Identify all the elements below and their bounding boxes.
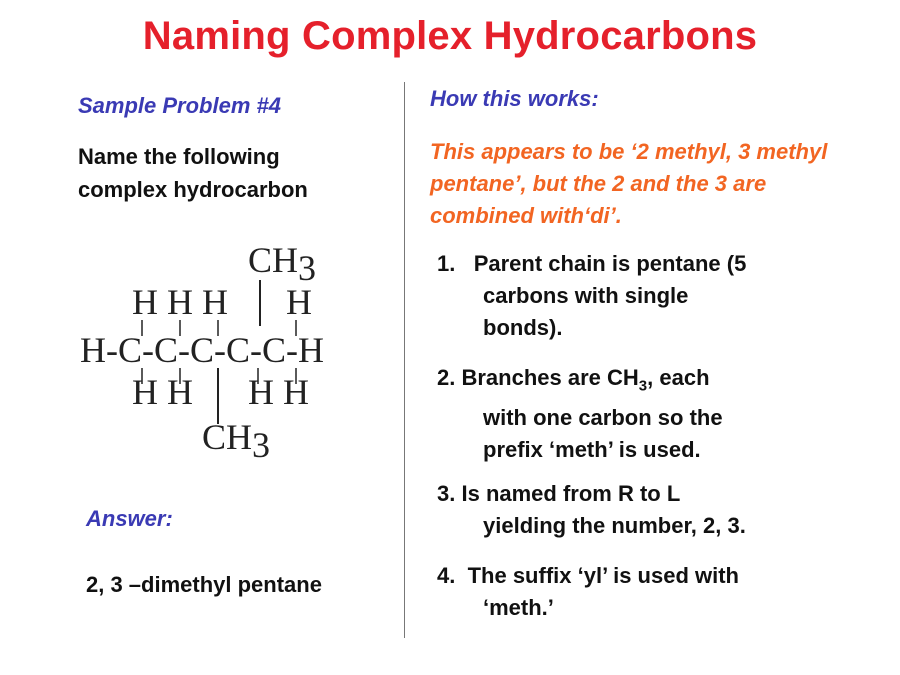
top-h-right: H	[286, 282, 312, 322]
step-3-number: 3.	[437, 481, 456, 506]
step-2-line-3: prefix ‘meth’ is used.	[483, 437, 701, 463]
step-4-line-1: The suffix ‘yl’ is used with	[467, 563, 739, 588]
explanation-text: This appears to be ‘2 methyl, 3 methyl pentane’, but the 2 and the 3 are combined with‘di’.	[430, 139, 828, 228]
step-4-line-2: ‘meth.’	[483, 595, 554, 620]
sample-problem-label: Sample Problem #4	[78, 93, 281, 118]
bottom-h-left: H H	[132, 372, 193, 412]
step-2	[437, 362, 877, 466]
step-3-line-1: Is named from R to L	[461, 481, 681, 506]
bottom-h-right: H H	[248, 372, 309, 412]
top-h-row: H H H	[132, 282, 228, 322]
step-1-number: 1.	[437, 251, 456, 276]
step-1-line-1: Parent chain is pentane (5	[473, 251, 747, 276]
column-divider	[404, 82, 405, 638]
step-3-line-2: yielding the number, 2, 3.	[483, 513, 746, 538]
step-1-line-2: carbons with single	[483, 283, 689, 308]
structural-formula	[72, 234, 372, 464]
answer-text: 2, 3 –dimethyl pentane	[86, 572, 322, 597]
step-2-number: 2.	[437, 365, 456, 390]
step-2-line-1: Branches are $CH_3$, each	[461, 365, 710, 395]
step-2-line-2: with one carbon so the	[483, 405, 723, 431]
step-1	[437, 248, 877, 344]
problem-line-2: complex hydrocarbon	[78, 177, 308, 202]
how-it-works-label: How this works:	[430, 86, 599, 111]
top-ch-group: CH3	[248, 240, 317, 288]
step-1-line-3: bonds).	[483, 315, 563, 340]
slide-title: Naming Complex Hydrocarbons	[142, 14, 758, 58]
answer-label: Answer:	[86, 506, 173, 531]
problem-statement	[78, 140, 378, 206]
bottom-ch-group: CH3	[202, 417, 271, 464]
step-4-number: 4.	[437, 563, 456, 588]
main-carbon-chain: H-C-C-C-C-C-H	[80, 330, 324, 370]
problem-line-1: Name the following	[78, 144, 280, 169]
step-3	[437, 478, 877, 542]
step-4	[437, 560, 877, 624]
